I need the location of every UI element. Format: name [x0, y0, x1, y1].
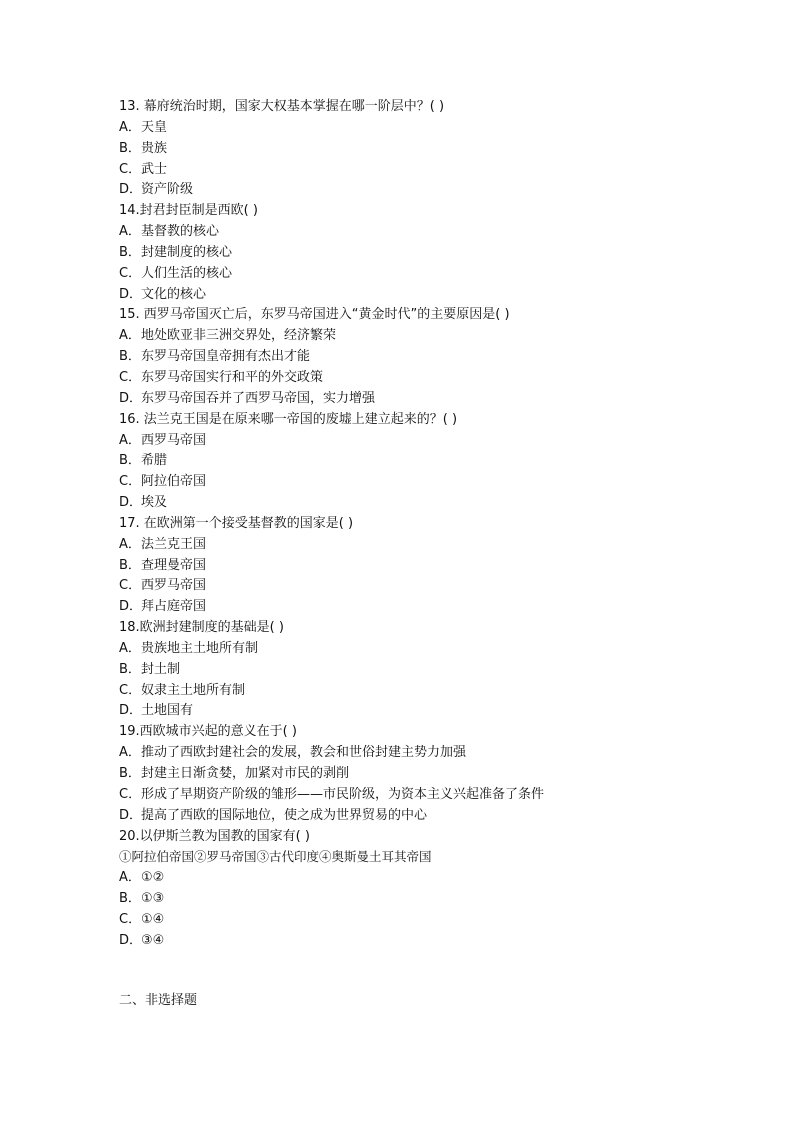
section-heading: 二、非选择题: [119, 993, 198, 1008]
answer-option: [119, 639, 759, 660]
option-letter: D．: [119, 807, 143, 823]
answer-option: [119, 785, 759, 806]
answer-option: [119, 347, 759, 368]
option-letter: C．: [119, 786, 142, 802]
option-text: 希腊: [141, 453, 168, 469]
option-text: 贵族地主土地所有制: [141, 640, 259, 656]
answer-option: [119, 889, 759, 910]
question-stem: 14.封君封臣制是西欧( ): [119, 203, 258, 219]
option-letter: B．: [119, 891, 141, 907]
option-letter: A．: [119, 432, 141, 448]
answer-option: [119, 597, 759, 618]
option-text: 查理曼帝国: [141, 557, 207, 573]
option-letter: B．: [119, 453, 141, 469]
option-text: ①②: [141, 870, 165, 886]
option-text: 人们生活的核心: [141, 265, 233, 281]
answer-option: [119, 701, 759, 722]
option-text: 东罗马帝国皇帝拥有杰出才能: [141, 349, 311, 365]
option-text: 封建制度的核心: [141, 244, 233, 260]
answer-option: [119, 806, 759, 827]
answer-option: [119, 368, 759, 389]
answer-option: [119, 743, 759, 764]
answer-option: [119, 660, 759, 681]
answer-option: [119, 326, 759, 347]
option-letter: D．: [119, 599, 143, 615]
option-text: ①③: [141, 891, 165, 907]
option-letter: A．: [119, 640, 141, 656]
question-stem: 15. 西罗马帝国灭亡后，东罗马帝国进入“黄金时代”的主要原因是( ): [119, 307, 510, 323]
option-text: 形成了早期资产阶级的雏形——市民阶级，为资本主义兴起准备了条件: [141, 786, 545, 802]
question-stem: 13. 幕府统治时期，国家大权基本掌握在哪一阶层中？( ): [119, 99, 445, 114]
answer-option: [119, 222, 759, 243]
question-stem: 16. 法兰克王国是在原来哪一帝国的废墟上建立起来的？( ): [119, 411, 458, 427]
option-letter: D．: [119, 390, 143, 406]
option-letter: C．: [119, 474, 142, 490]
option-letter: B．: [119, 244, 141, 260]
question-statement-list: ①阿拉伯帝国②罗马帝国③古代印度④奥斯曼土耳其帝国: [119, 849, 432, 865]
answer-option: [119, 931, 759, 952]
option-text: 法兰克王国: [141, 536, 207, 552]
answer-option: [119, 910, 759, 931]
option-text: 封土制: [141, 661, 181, 677]
option-text: 基督教的核心: [141, 224, 220, 240]
option-text: 武士: [141, 161, 168, 177]
option-text: 提高了西欧的国际地位，使之成为世界贸易的中心: [141, 807, 428, 823]
option-text: 文化的核心: [141, 286, 207, 302]
question-stem: 17. 在欧洲第一个接受基督教的国家是( ): [119, 515, 354, 531]
option-letter: C．: [119, 682, 142, 698]
option-letter: B．: [119, 140, 141, 156]
answer-option: [119, 451, 759, 472]
option-letter: D．: [119, 703, 143, 719]
answer-option: [119, 535, 759, 556]
option-text: ①④: [141, 911, 165, 927]
option-letter: B．: [119, 349, 141, 365]
option-letter: A．: [119, 224, 141, 240]
option-letter: C．: [119, 369, 142, 385]
option-text: 贵族: [141, 140, 168, 156]
option-letter: A．: [119, 745, 141, 761]
option-text: 东罗马帝国吞并了西罗马帝国，实力增强: [141, 390, 376, 406]
option-letter: D．: [119, 495, 143, 511]
answer-option: [119, 764, 759, 785]
option-letter: D．: [119, 286, 143, 302]
option-text: 奴隶主土地所有制: [141, 682, 246, 698]
option-text: 地处欧亚非三洲交界处，经济繁荣: [141, 328, 337, 344]
answer-option: [119, 556, 759, 577]
option-text: 东罗马帝国实行和平的外交政策: [141, 369, 324, 385]
answer-option: [119, 576, 759, 597]
question-stem: 18.欧洲封建制度的基础是( ): [119, 620, 284, 636]
answer-option: [119, 160, 759, 181]
option-letter: D．: [119, 182, 143, 198]
answer-option: [119, 118, 759, 139]
answer-option: [119, 285, 759, 306]
option-letter: A．: [119, 119, 141, 135]
answer-option: [119, 493, 759, 514]
answer-option: [119, 681, 759, 702]
option-letter: A．: [119, 536, 141, 552]
option-text: ③④: [141, 932, 165, 948]
option-text: 拜占庭帝国: [141, 599, 207, 615]
option-text: 封建主日渐贪婪，加紧对市民的剥削: [141, 766, 350, 781]
option-text: 阿拉伯帝国: [141, 474, 207, 490]
option-letter: B．: [119, 661, 141, 677]
option-text: 西罗马帝国: [141, 432, 207, 448]
answer-option: [119, 389, 759, 410]
option-letter: D．: [119, 932, 143, 948]
option-text: 天皇: [141, 119, 168, 135]
question-list: [119, 97, 759, 952]
option-text: 西罗马帝国: [141, 578, 207, 594]
option-letter: C．: [119, 265, 142, 281]
answer-option: [119, 264, 759, 285]
answer-option: [119, 180, 759, 201]
option-letter: B．: [119, 557, 141, 573]
option-letter: B．: [119, 766, 141, 781]
option-text: 埃及: [141, 495, 168, 511]
question-stem: 19.西欧城市兴起的意义在于( ): [119, 724, 297, 740]
option-letter: A．: [119, 870, 141, 886]
answer-option: [119, 472, 759, 493]
option-letter: C．: [119, 161, 142, 177]
answer-option: [119, 868, 759, 889]
option-letter: C．: [119, 578, 142, 594]
answer-option: [119, 139, 759, 160]
question-stem: 20.以伊斯兰教为国教的国家有( ): [119, 828, 310, 844]
option-letter: C．: [119, 911, 142, 927]
option-text: 土地国有: [141, 703, 194, 719]
option-text: 推动了西欧封建社会的发展，教会和世俗封建主势力加强: [141, 745, 467, 761]
option-letter: A．: [119, 328, 141, 344]
answer-option: [119, 431, 759, 452]
option-text: 资产阶级: [141, 182, 194, 198]
answer-option: [119, 243, 759, 264]
